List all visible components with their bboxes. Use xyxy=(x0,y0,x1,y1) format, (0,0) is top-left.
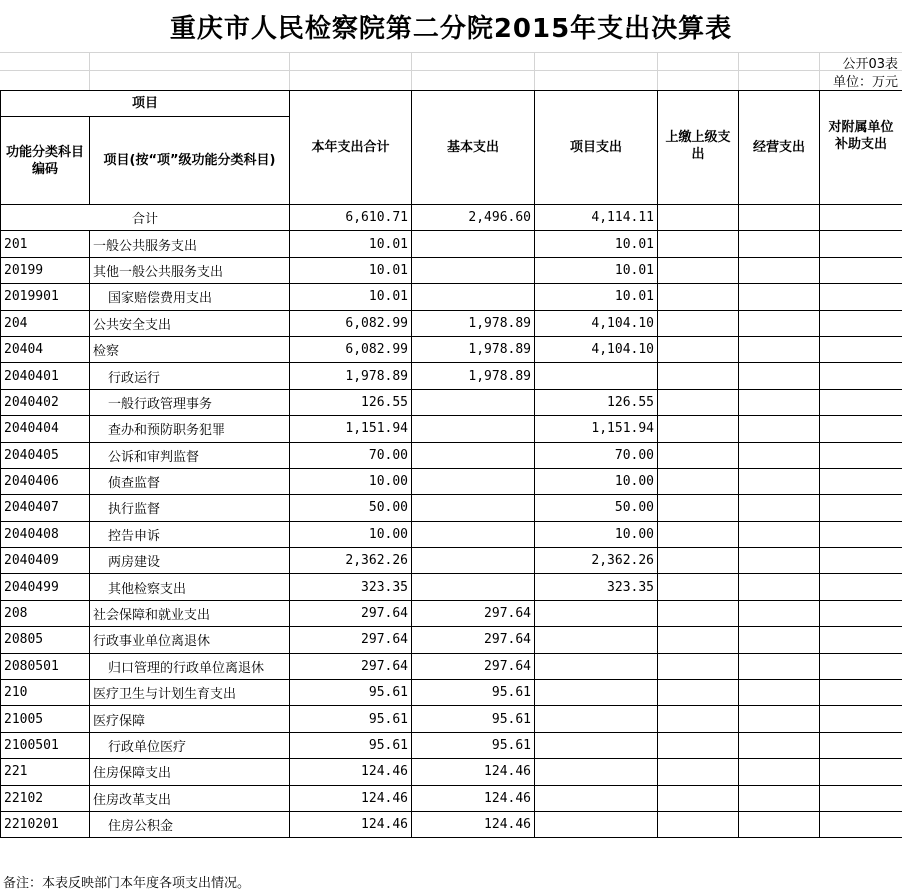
row-total: 10.01 xyxy=(290,284,412,310)
row-total: 1,978.89 xyxy=(290,363,412,389)
row-operating xyxy=(739,759,820,785)
table-row xyxy=(1,759,902,785)
total-basic: 2,496.60 xyxy=(412,205,535,231)
row-operating xyxy=(739,706,820,732)
row-code: 208 xyxy=(1,600,90,626)
row-operating xyxy=(739,257,820,283)
table-number: 公开03表 xyxy=(842,57,898,72)
gridline xyxy=(89,52,90,90)
row-operating xyxy=(739,468,820,494)
row-operating xyxy=(739,310,820,336)
row-basic: 95.61 xyxy=(412,732,535,758)
row-code: 20199 xyxy=(1,257,90,283)
table-row xyxy=(1,336,902,362)
table-row xyxy=(1,442,902,468)
row-basic xyxy=(412,495,535,521)
row-name: 两房建设 xyxy=(90,548,290,574)
table-row xyxy=(1,257,902,283)
row-basic: 124.46 xyxy=(412,759,535,785)
row-name: 住房改革支出 xyxy=(90,785,290,811)
row-project xyxy=(535,363,658,389)
row-total: 6,082.99 xyxy=(290,310,412,336)
row-subsidy xyxy=(820,231,902,257)
row-subsidy xyxy=(820,310,902,336)
row-project: 4,104.10 xyxy=(535,310,658,336)
table-row xyxy=(1,706,902,732)
row-total: 124.46 xyxy=(290,811,412,837)
row-name: 社会保障和就业支出 xyxy=(90,600,290,626)
row-subsidy xyxy=(820,811,902,837)
row-project: 10.00 xyxy=(535,468,658,494)
header-project-expense: 项目支出 xyxy=(535,91,658,205)
row-project: 10.01 xyxy=(535,284,658,310)
table-row xyxy=(1,363,902,389)
row-code: 2100501 xyxy=(1,732,90,758)
row-operating xyxy=(739,680,820,706)
row-operating xyxy=(739,442,820,468)
row-project: 323.35 xyxy=(535,574,658,600)
row-code: 201 xyxy=(1,231,90,257)
row-subsidy xyxy=(820,336,902,362)
gridline xyxy=(819,52,820,90)
row-total: 124.46 xyxy=(290,785,412,811)
row-upper xyxy=(658,521,739,547)
row-code: 2019901 xyxy=(1,284,90,310)
header-code: 功能分类科目编码 xyxy=(1,117,90,205)
row-name: 检察 xyxy=(90,336,290,362)
row-operating xyxy=(739,416,820,442)
row-name: 行政运行 xyxy=(90,363,290,389)
header-name: 项目(按“项”级功能分类科目) xyxy=(90,117,290,205)
row-total: 6,082.99 xyxy=(290,336,412,362)
row-name: 一般公共服务支出 xyxy=(90,231,290,257)
row-operating xyxy=(739,231,820,257)
row-subsidy xyxy=(820,442,902,468)
row-basic: 95.61 xyxy=(412,706,535,732)
row-subsidy xyxy=(820,495,902,521)
row-operating xyxy=(739,627,820,653)
row-code: 2040404 xyxy=(1,416,90,442)
table-row xyxy=(1,521,902,547)
row-basic: 124.46 xyxy=(412,811,535,837)
row-name: 执行监督 xyxy=(90,495,290,521)
row-operating xyxy=(739,521,820,547)
row-subsidy xyxy=(820,785,902,811)
row-operating xyxy=(739,284,820,310)
row-basic: 1,978.89 xyxy=(412,363,535,389)
footnote: 备注：本表反映部门本年度各项支出情况。 xyxy=(3,876,251,891)
row-basic xyxy=(412,521,535,547)
row-operating xyxy=(739,363,820,389)
row-basic: 297.64 xyxy=(412,600,535,626)
row-basic xyxy=(412,284,535,310)
row-upper xyxy=(658,495,739,521)
table-row xyxy=(1,548,902,574)
row-subsidy xyxy=(820,706,902,732)
row-upper xyxy=(658,442,739,468)
row-project: 10.00 xyxy=(535,521,658,547)
row-upper xyxy=(658,811,739,837)
row-subsidy xyxy=(820,389,902,415)
row-project: 126.55 xyxy=(535,389,658,415)
row-code: 20805 xyxy=(1,627,90,653)
total-operating xyxy=(739,205,820,231)
row-project xyxy=(535,759,658,785)
table-row xyxy=(1,310,902,336)
total-label: 合计 xyxy=(1,205,290,231)
row-total: 95.61 xyxy=(290,732,412,758)
row-basic: 95.61 xyxy=(412,680,535,706)
row-upper xyxy=(658,653,739,679)
row-subsidy xyxy=(820,759,902,785)
row-code: 2040402 xyxy=(1,389,90,415)
row-basic xyxy=(412,548,535,574)
gridline xyxy=(0,0,902,53)
table-row xyxy=(1,627,902,653)
row-code: 2040409 xyxy=(1,548,90,574)
row-total: 2,362.26 xyxy=(290,548,412,574)
row-upper xyxy=(658,363,739,389)
table-row xyxy=(1,600,902,626)
row-basic xyxy=(412,257,535,283)
page-title: 重庆市人民检察院第二分院2015年支出决算表 xyxy=(169,13,733,44)
row-subsidy xyxy=(820,732,902,758)
row-basic xyxy=(412,231,535,257)
row-total: 124.46 xyxy=(290,759,412,785)
row-upper xyxy=(658,468,739,494)
row-basic xyxy=(412,468,535,494)
row-project xyxy=(535,680,658,706)
table-row xyxy=(1,811,902,837)
row-operating xyxy=(739,495,820,521)
row-total: 297.64 xyxy=(290,600,412,626)
row-code: 2040408 xyxy=(1,521,90,547)
table-row xyxy=(1,231,902,257)
row-basic: 1,978.89 xyxy=(412,336,535,362)
row-project: 2,362.26 xyxy=(535,548,658,574)
table-row xyxy=(1,653,902,679)
unit-label: 单位：万元 xyxy=(832,75,898,90)
row-total: 10.00 xyxy=(290,521,412,547)
row-project: 10.01 xyxy=(535,257,658,283)
gridline xyxy=(0,70,902,89)
row-code: 2080501 xyxy=(1,653,90,679)
row-operating xyxy=(739,336,820,362)
row-code: 20404 xyxy=(1,336,90,362)
gridline xyxy=(289,52,290,90)
total-total: 6,610.71 xyxy=(290,205,412,231)
row-project xyxy=(535,785,658,811)
row-upper xyxy=(658,574,739,600)
row-upper xyxy=(658,732,739,758)
row-total: 10.01 xyxy=(290,231,412,257)
expenditure-table xyxy=(0,90,902,838)
row-name: 侦查监督 xyxy=(90,468,290,494)
gridline xyxy=(738,52,739,90)
row-subsidy xyxy=(820,680,902,706)
row-upper xyxy=(658,600,739,626)
row-subsidy xyxy=(820,363,902,389)
row-name: 医疗保障 xyxy=(90,706,290,732)
row-operating xyxy=(739,785,820,811)
row-name: 公诉和审判监督 xyxy=(90,442,290,468)
row-subsidy xyxy=(820,468,902,494)
row-upper xyxy=(658,257,739,283)
gridline xyxy=(411,52,412,90)
row-code: 21005 xyxy=(1,706,90,732)
row-upper xyxy=(658,785,739,811)
row-upper xyxy=(658,310,739,336)
row-total: 297.64 xyxy=(290,653,412,679)
row-basic xyxy=(412,574,535,600)
row-name: 其他检察支出 xyxy=(90,574,290,600)
row-name: 医疗卫生与计划生育支出 xyxy=(90,680,290,706)
gridline xyxy=(0,52,902,71)
row-total: 95.61 xyxy=(290,706,412,732)
row-upper xyxy=(658,759,739,785)
row-project: 50.00 xyxy=(535,495,658,521)
table-row xyxy=(1,732,902,758)
row-code: 204 xyxy=(1,310,90,336)
table-row xyxy=(1,416,902,442)
row-upper xyxy=(658,284,739,310)
row-project xyxy=(535,706,658,732)
row-code: 221 xyxy=(1,759,90,785)
row-code: 22102 xyxy=(1,785,90,811)
row-upper xyxy=(658,706,739,732)
total-upper xyxy=(658,205,739,231)
row-operating xyxy=(739,732,820,758)
row-name: 行政事业单位离退休 xyxy=(90,627,290,653)
row-code: 2040499 xyxy=(1,574,90,600)
row-upper xyxy=(658,680,739,706)
row-upper xyxy=(658,336,739,362)
row-subsidy xyxy=(820,257,902,283)
row-upper xyxy=(658,231,739,257)
row-name: 行政单位医疗 xyxy=(90,732,290,758)
row-basic xyxy=(412,416,535,442)
row-upper xyxy=(658,548,739,574)
row-operating xyxy=(739,653,820,679)
row-operating xyxy=(739,548,820,574)
row-basic: 1,978.89 xyxy=(412,310,535,336)
row-subsidy xyxy=(820,574,902,600)
row-subsidy xyxy=(820,627,902,653)
row-total: 70.00 xyxy=(290,442,412,468)
row-name: 查办和预防职务犯罪 xyxy=(90,416,290,442)
total-subsidy xyxy=(820,205,902,231)
row-project xyxy=(535,653,658,679)
row-total: 10.00 xyxy=(290,468,412,494)
row-operating xyxy=(739,389,820,415)
row-upper xyxy=(658,416,739,442)
row-basic xyxy=(412,442,535,468)
table-row xyxy=(1,574,902,600)
row-total: 126.55 xyxy=(290,389,412,415)
row-project: 1,151.94 xyxy=(535,416,658,442)
header-subsidy: 对附属单位补助支出 xyxy=(820,91,902,205)
header-operating: 经营支出 xyxy=(739,91,820,205)
row-subsidy xyxy=(820,416,902,442)
row-project xyxy=(535,811,658,837)
row-subsidy xyxy=(820,600,902,626)
row-operating xyxy=(739,574,820,600)
row-total: 297.64 xyxy=(290,627,412,653)
row-code: 2210201 xyxy=(1,811,90,837)
gridline xyxy=(657,52,658,90)
row-basic: 297.64 xyxy=(412,653,535,679)
table-row xyxy=(1,680,902,706)
row-project: 10.01 xyxy=(535,231,658,257)
row-subsidy xyxy=(820,548,902,574)
row-project: 70.00 xyxy=(535,442,658,468)
row-code: 2040406 xyxy=(1,468,90,494)
row-project xyxy=(535,600,658,626)
row-basic: 124.46 xyxy=(412,785,535,811)
row-name: 其他一般公共服务支出 xyxy=(90,257,290,283)
gridline xyxy=(534,52,535,90)
row-name: 国家赔偿费用支出 xyxy=(90,284,290,310)
row-total: 1,151.94 xyxy=(290,416,412,442)
table-row xyxy=(1,495,902,521)
row-project xyxy=(535,627,658,653)
table-row xyxy=(1,468,902,494)
row-basic xyxy=(412,389,535,415)
row-code: 2040401 xyxy=(1,363,90,389)
row-name: 住房公积金 xyxy=(90,811,290,837)
row-subsidy xyxy=(820,521,902,547)
row-name: 归口管理的行政单位离退休 xyxy=(90,653,290,679)
row-project: 4,104.10 xyxy=(535,336,658,362)
row-operating xyxy=(739,600,820,626)
row-name: 控告申诉 xyxy=(90,521,290,547)
row-basic: 297.64 xyxy=(412,627,535,653)
row-name: 住房保障支出 xyxy=(90,759,290,785)
row-subsidy xyxy=(820,653,902,679)
row-total: 323.35 xyxy=(290,574,412,600)
table-row xyxy=(1,389,902,415)
row-subsidy xyxy=(820,284,902,310)
total-row xyxy=(1,205,902,231)
row-total: 95.61 xyxy=(290,680,412,706)
header-upper: 上缴上级支出 xyxy=(658,91,739,205)
header-project: 项目 xyxy=(1,91,290,117)
row-upper xyxy=(658,389,739,415)
row-total: 50.00 xyxy=(290,495,412,521)
row-project xyxy=(535,732,658,758)
row-operating xyxy=(739,811,820,837)
header-basic: 基本支出 xyxy=(412,91,535,205)
table-row xyxy=(1,284,902,310)
header-total: 本年支出合计 xyxy=(290,91,412,205)
row-total: 10.01 xyxy=(290,257,412,283)
row-name: 一般行政管理事务 xyxy=(90,389,290,415)
row-code: 2040405 xyxy=(1,442,90,468)
table-row xyxy=(1,785,902,811)
row-upper xyxy=(658,627,739,653)
row-code: 210 xyxy=(1,680,90,706)
row-name: 公共安全支出 xyxy=(90,310,290,336)
row-code: 2040407 xyxy=(1,495,90,521)
total-project: 4,114.11 xyxy=(535,205,658,231)
